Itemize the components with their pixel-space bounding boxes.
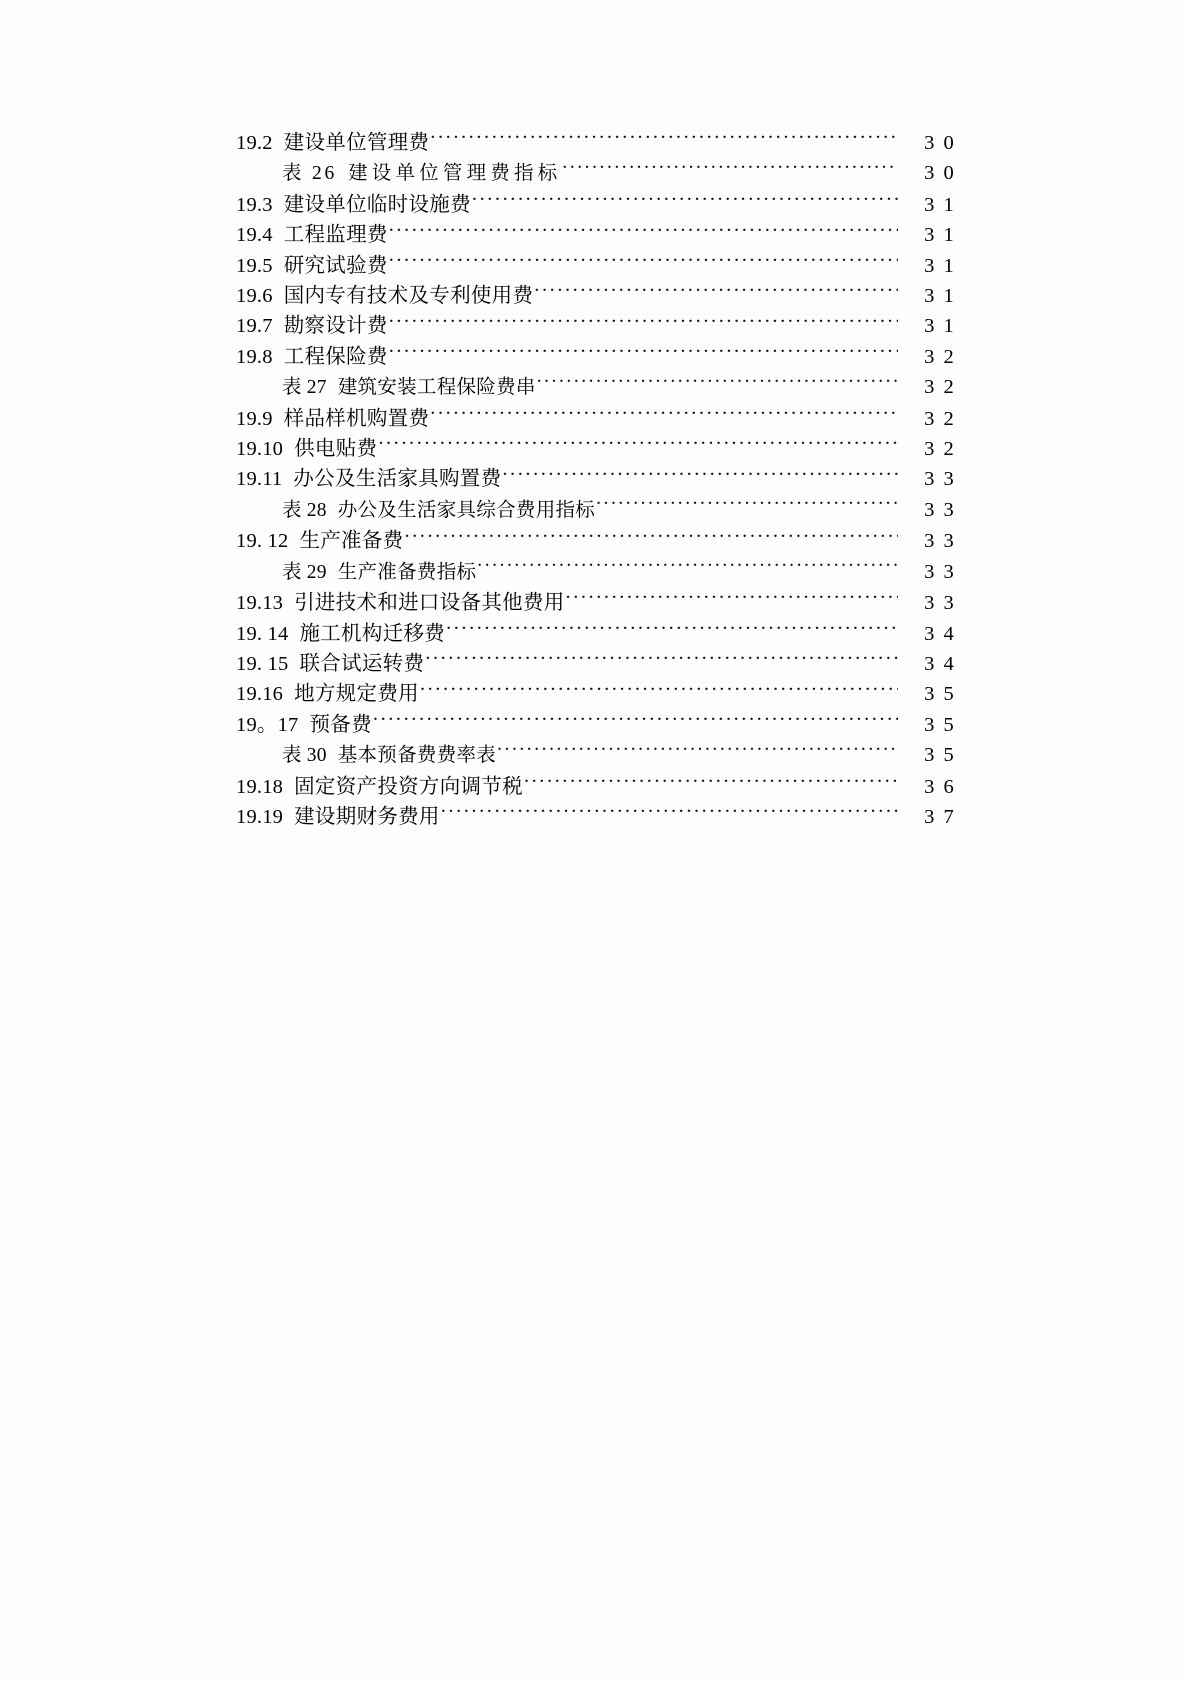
toc-entry-number: 表 28	[282, 499, 327, 521]
toc-entry-title: 样品样机购置费	[283, 407, 430, 430]
page-number-digit: 3	[924, 224, 935, 247]
toc-entry[interactable]	[236, 526, 954, 556]
toc-dot-leader	[389, 342, 898, 363]
toc-entry-number: 19.8	[236, 345, 273, 368]
toc-dot-leader	[596, 496, 898, 516]
toc-entry[interactable]	[236, 311, 954, 341]
page-number-digit: 1	[943, 315, 954, 338]
page-number-digit: 1	[943, 285, 954, 308]
toc-dot-leader	[420, 680, 898, 701]
toc-entry-title: 建设期财务费用	[294, 805, 440, 828]
page-number-digit: 3	[924, 254, 935, 277]
page-number-digit: 3	[924, 652, 935, 675]
page-number-digit: 6	[943, 775, 954, 798]
table-of-contents	[236, 128, 954, 832]
toc-entry-number: 19.13	[236, 592, 284, 615]
toc-dot-leader	[502, 465, 898, 486]
toc-entry-title: 基本预备费费率表	[337, 745, 497, 767]
toc-entry-page-number	[900, 619, 954, 649]
page-number-digit: 3	[943, 560, 954, 583]
toc-entry-title: 建筑安装工程保险费串	[337, 377, 536, 399]
page-number-digit: 3	[924, 775, 935, 798]
toc-entry-page-number	[900, 588, 954, 618]
toc-entry-number: 表 29	[282, 561, 327, 583]
toc-entry-page-number	[900, 710, 954, 740]
toc-entry-title: 工程监理费	[283, 224, 388, 247]
toc-entry-number: 19。17	[236, 713, 299, 736]
toc-entry[interactable]	[236, 495, 954, 526]
toc-entry[interactable]	[236, 679, 954, 709]
toc-entry-title: 引进技术和进口设备其他费用	[294, 592, 565, 615]
toc-entry-number: 表 26	[282, 163, 338, 185]
toc-dot-leader	[472, 190, 898, 211]
page-number-digit: 1	[943, 224, 954, 247]
toc-entry-title: 国内专有技术及专利使用费	[283, 285, 534, 308]
toc-dot-leader	[389, 312, 898, 333]
page-number-digit: 3	[943, 592, 954, 615]
page-number-digit: 5	[943, 683, 954, 706]
toc-entry-page-number	[900, 220, 954, 250]
toc-entry[interactable]	[236, 281, 954, 311]
page-number-digit: 1	[943, 254, 954, 277]
toc-entry-page-number	[900, 526, 954, 556]
toc-dot-leader	[378, 435, 898, 456]
toc-dot-leader	[430, 129, 898, 150]
page-number-digit: 3	[924, 345, 935, 368]
page-number-digit: 5	[943, 744, 954, 767]
toc-entry-page-number	[900, 679, 954, 709]
toc-entry-number: 19. 12	[236, 530, 289, 553]
page-number-digit: 3	[924, 162, 935, 185]
toc-entry-number: 19.16	[236, 683, 284, 706]
toc-entry-page-number	[900, 464, 954, 494]
toc-entry[interactable]	[236, 404, 954, 434]
toc-entry-number: 19.19	[236, 805, 284, 828]
page-number-digit: 1	[943, 193, 954, 216]
toc-entry-title: 供电贴费	[294, 438, 378, 461]
toc-entry-page-number	[900, 158, 954, 188]
toc-dot-leader	[389, 221, 898, 242]
page-number-digit: 2	[943, 438, 954, 461]
page-number-digit: 3	[924, 592, 935, 615]
toc-dot-leader	[446, 619, 898, 640]
toc-entry[interactable]	[236, 802, 954, 832]
toc-entry[interactable]	[236, 372, 954, 403]
page-number-digit: 3	[924, 132, 935, 154]
page-number-digit: 3	[924, 744, 935, 767]
toc-entry[interactable]	[236, 710, 954, 740]
page-number-digit: 2	[943, 376, 954, 399]
toc-entry-title: 预备费	[309, 713, 372, 736]
page-number-digit: 3	[924, 530, 935, 553]
toc-entry-title: 施工机构迁移费	[299, 622, 446, 645]
page-number-digit: 3	[924, 376, 935, 399]
toc-entry-page-number	[900, 281, 954, 311]
toc-entry-title: 建设单位管理费	[283, 132, 430, 154]
toc-dot-leader	[537, 374, 898, 394]
toc-entry-page-number	[900, 772, 954, 802]
toc-entry[interactable]	[236, 434, 954, 464]
toc-entry-title: 生产准备费	[299, 530, 404, 553]
toc-entry-title: 研究试验费	[283, 254, 388, 277]
toc-dot-leader	[534, 282, 898, 303]
toc-entry-number: 19. 14	[236, 622, 289, 645]
toc-entry-number: 19. 15	[236, 652, 289, 675]
page-number-digit: 3	[924, 683, 935, 706]
toc-entry[interactable]	[236, 649, 954, 679]
toc-entry-title: 地方规定费用	[294, 683, 419, 706]
toc-entry-title: 办公及生活家具购置费	[293, 468, 502, 491]
toc-entry-title: 办公及生活家具综合费用指标	[337, 499, 596, 521]
page-number-digit: 3	[924, 315, 935, 338]
toc-entry[interactable]	[236, 740, 954, 771]
page-number-digit: 3	[924, 407, 935, 430]
toc-entry-number: 19.9	[236, 407, 273, 430]
page-number-digit: 3	[924, 560, 935, 583]
toc-entry[interactable]	[236, 190, 954, 220]
page-number-digit: 3	[924, 805, 935, 828]
toc-entry[interactable]	[236, 772, 954, 802]
toc-entry-title: 固定资产投资方向调节税	[294, 775, 523, 798]
page-number-digit: 3	[924, 713, 935, 736]
toc-entry-title: 生产准备费指标	[337, 561, 477, 583]
toc-dot-leader	[497, 742, 898, 762]
toc-entry-page-number	[900, 802, 954, 832]
toc-dot-leader	[441, 802, 898, 823]
page-number-digit: 3	[943, 468, 954, 491]
page-number-digit: 0	[943, 162, 954, 185]
toc-entry-page-number	[900, 740, 954, 770]
page-number-digit: 3	[924, 622, 935, 645]
toc-entry-page-number	[900, 372, 954, 402]
toc-entry-number: 19.4	[236, 224, 273, 247]
toc-entry-title: 建设单位管理费指标	[348, 163, 562, 185]
page-number-digit: 7	[943, 805, 954, 828]
toc-entry-page-number	[900, 311, 954, 341]
toc-dot-leader	[477, 558, 898, 578]
toc-entry[interactable]	[236, 619, 954, 649]
page-number-digit: 2	[943, 407, 954, 430]
toc-entry-title: 联合试运转费	[299, 652, 425, 675]
toc-entry-number: 19.2	[236, 132, 273, 154]
page-number-digit: 5	[943, 713, 954, 736]
toc-entry-page-number	[900, 557, 954, 587]
page-number-digit: 3	[943, 498, 954, 521]
page-number-digit: 3	[924, 498, 935, 521]
toc-entry-page-number	[900, 342, 954, 372]
page-number-digit: 3	[924, 468, 935, 491]
toc-dot-leader	[389, 251, 898, 272]
toc-entry-page-number	[900, 434, 954, 464]
toc-dot-leader	[524, 772, 898, 793]
toc-entry[interactable]	[236, 220, 954, 250]
toc-entry[interactable]	[236, 464, 954, 494]
page-number-digit: 3	[924, 438, 935, 461]
toc-entry[interactable]	[236, 557, 954, 588]
toc-entry-page-number	[900, 128, 954, 158]
toc-dot-leader	[562, 160, 898, 180]
toc-entry-title: 建设单位临时设施费	[283, 193, 471, 216]
page-number-digit: 4	[943, 652, 954, 675]
toc-entry-page-number	[900, 495, 954, 525]
page-number-digit: 0	[943, 132, 954, 154]
page-number-digit: 3	[943, 530, 954, 553]
toc-entry-number: 19.18	[236, 775, 284, 798]
toc-entry-number: 表 27	[282, 377, 327, 399]
toc-dot-leader	[373, 710, 898, 731]
toc-entry-title: 工程保险费	[283, 345, 388, 368]
toc-entry-number: 19.7	[236, 315, 273, 338]
toc-entry-title: 勘察设计费	[283, 315, 388, 338]
toc-entry-page-number	[900, 190, 954, 220]
toc-entry[interactable]	[236, 128, 954, 158]
toc-entry-page-number	[900, 649, 954, 679]
toc-entry[interactable]	[236, 342, 954, 372]
toc-dot-leader	[430, 404, 898, 425]
page-number-digit: 4	[943, 622, 954, 645]
toc-entry-page-number	[900, 251, 954, 281]
toc-entry[interactable]	[236, 588, 954, 618]
toc-entry-number: 19.6	[236, 285, 273, 308]
toc-dot-leader	[404, 527, 898, 548]
toc-entry-number: 19.3	[236, 193, 273, 216]
page-number-digit: 3	[924, 193, 935, 216]
toc-entry-page-number	[900, 404, 954, 434]
toc-dot-leader	[566, 589, 898, 610]
toc-entry-number: 19.5	[236, 254, 273, 277]
toc-entry-number: 表 30	[282, 745, 327, 767]
page-number-digit: 2	[943, 345, 954, 368]
toc-dot-leader	[425, 649, 898, 670]
toc-entry[interactable]	[236, 158, 954, 189]
toc-entry-number: 19.10	[236, 438, 284, 461]
page-number-digit: 3	[924, 285, 935, 308]
toc-entry-number: 19.11	[236, 468, 283, 491]
toc-entry[interactable]	[236, 251, 954, 281]
